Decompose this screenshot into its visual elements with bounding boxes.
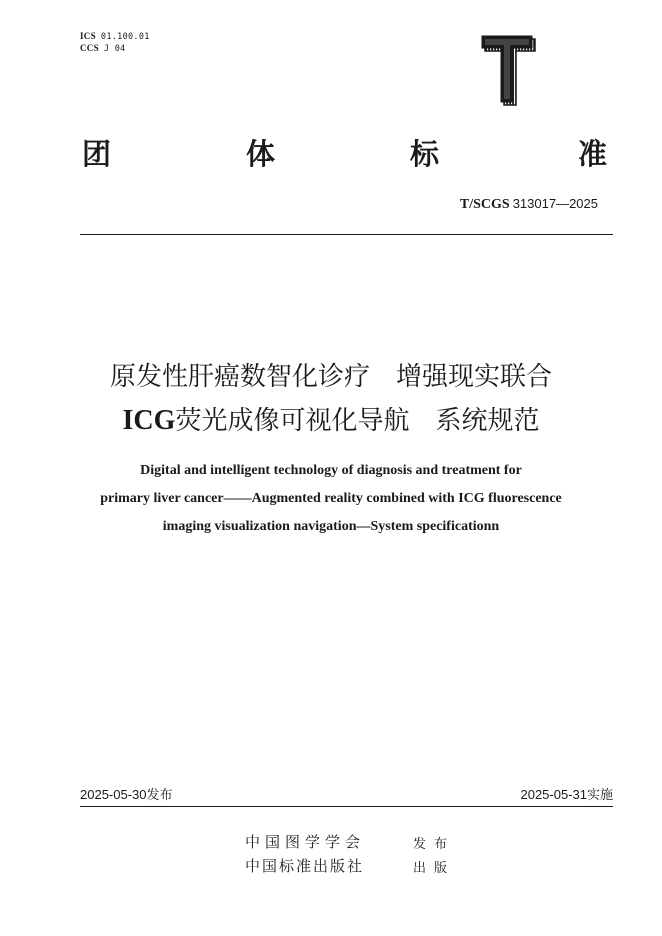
publisher-name: 中国标准出版社 bbox=[245, 857, 365, 875]
title-cn-line-2 bbox=[40, 401, 622, 441]
issuer-name: 中国图学学会 bbox=[245, 833, 366, 851]
ccs-label: CCS bbox=[80, 43, 99, 53]
standard-type-char-4: 准 bbox=[578, 137, 608, 171]
title-cn-line-1: 原发性肝癌数智化诊疗 增强现实联合 bbox=[109, 362, 552, 392]
top-divider bbox=[80, 234, 613, 235]
standard-type-char-1: 团 bbox=[82, 137, 112, 171]
implement-date bbox=[520, 784, 613, 803]
standard-type-char-3: 标 bbox=[410, 137, 440, 171]
standard-mark-t bbox=[478, 30, 538, 106]
ics-code bbox=[80, 31, 150, 43]
standard-type-char-2: 体 bbox=[246, 137, 276, 171]
publish-date-label: 发布 bbox=[146, 788, 173, 803]
implement-date-label: 实施 bbox=[586, 788, 613, 803]
title-cn-latin: ICG bbox=[122, 405, 176, 436]
implement-date-value: 2025-05-31 bbox=[520, 787, 587, 802]
title-en-line-2: primary liver cancer——Augmented reality combined with ICG fluorescence bbox=[100, 491, 562, 506]
ccs-value: J 04 bbox=[103, 44, 126, 54]
publish-date-value: 2025-05-30 bbox=[80, 787, 147, 802]
title-cn-line-2-rest: 荧光成像可视化导航 系统规范 bbox=[175, 406, 540, 436]
title-en-line-1: Digital and intelligent technology of diagnosis and treatment for bbox=[140, 463, 522, 478]
publisher-action: 出版 bbox=[413, 861, 456, 876]
publish-date bbox=[80, 784, 173, 803]
standard-code-prefix: T/SCGS bbox=[459, 197, 510, 212]
bottom-divider bbox=[80, 806, 613, 807]
ics-value: 01.100.01 bbox=[100, 32, 150, 42]
ics-label: ICS bbox=[80, 31, 96, 41]
ccs-code bbox=[80, 43, 126, 55]
standard-code bbox=[460, 196, 598, 213]
issuer-action: 发布 bbox=[413, 837, 456, 852]
standard-code-number: 313017—2025 bbox=[512, 196, 598, 211]
title-en-line-3: imaging visualization navigation—System specificationn bbox=[162, 519, 500, 534]
